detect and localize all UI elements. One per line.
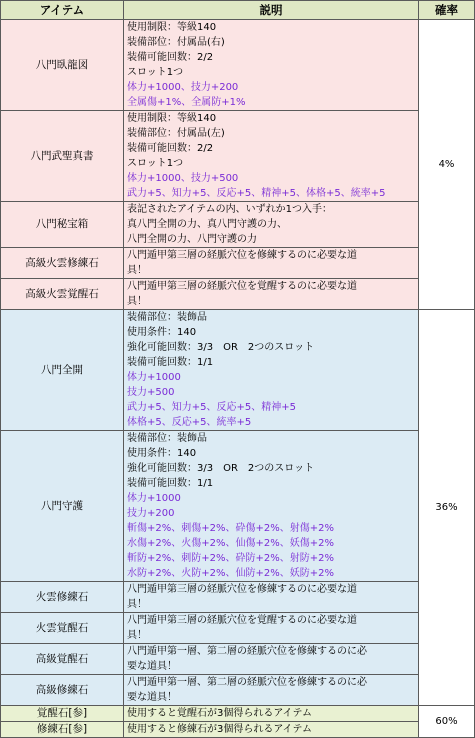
desc-line: 水傷+2%、火傷+2%、仙傷+2%、妖傷+2% <box>127 538 334 549</box>
header-row <box>1 1 475 20</box>
desc-line: 使用条件：140 <box>127 327 197 338</box>
item-name: 覚醒石[参] <box>1 706 124 722</box>
table-row <box>1 248 475 279</box>
desc-line: 武力+5、知力+5、反応+5、精神+5、体格+5、統率+5 <box>127 188 386 199</box>
item-name: 火雲覚醒石 <box>1 613 124 644</box>
item-name: 八門秘宝箱 <box>1 202 124 248</box>
item-description <box>124 279 419 310</box>
desc-line: 体力+1000 <box>127 493 181 504</box>
desc-line: 装備可能回数：1/1 <box>127 357 214 368</box>
desc-line: 技力+500 <box>127 387 175 398</box>
desc-line: 体力+1000 <box>127 372 181 383</box>
desc-line: 武力+5、知力+5、反応+5、精神+5 <box>127 402 296 413</box>
desc-line: 要な道具！ <box>127 661 177 672</box>
item-name: 八門守護 <box>1 431 124 582</box>
item-description <box>124 111 419 202</box>
drop-rate: 60% <box>419 706 475 738</box>
header-description: 説明 <box>124 1 419 20</box>
item-description <box>124 582 419 613</box>
item-name: 八門武聖真書 <box>1 111 124 202</box>
item-name: 高級修練石 <box>1 675 124 706</box>
desc-line: 使用すると修練石が3個得られるアイテム <box>127 724 312 735</box>
desc-line: 八門遁甲第一層、第二層の経脈穴位を修練するのに必 <box>127 646 367 657</box>
desc-line: スロット1つ <box>127 67 184 78</box>
desc-line: 具！ <box>127 265 147 276</box>
item-description <box>124 644 419 675</box>
table-row <box>1 675 475 706</box>
item-description <box>124 706 419 722</box>
desc-line: 体格+5、反応+5、統率+5 <box>127 417 252 428</box>
item-description <box>124 613 419 644</box>
table-row <box>1 722 475 738</box>
desc-line: 装備部位：付属品(左) <box>127 128 225 139</box>
item-name: 火雲修練石 <box>1 582 124 613</box>
item-description <box>124 675 419 706</box>
desc-line: 要な道具！ <box>127 692 177 703</box>
desc-line: 使用制限：等級140 <box>127 113 217 124</box>
desc-line: 強化可能回数：3/3 OR 2つのスロット <box>127 463 315 474</box>
item-name: 八門臥龍図 <box>1 20 124 111</box>
desc-line: 八門遁甲第三層の経脈穴位を覚醒するのに必要な道 <box>127 281 357 292</box>
table-row <box>1 644 475 675</box>
desc-line: 装備部位：付属品(右) <box>127 37 225 48</box>
item-description <box>124 202 419 248</box>
desc-line: スロット1つ <box>127 158 184 169</box>
item-name: 高級覚醒石 <box>1 644 124 675</box>
item-name: 修練石[参] <box>1 722 124 738</box>
item-description <box>124 248 419 279</box>
item-name: 高級火雲修練石 <box>1 248 124 279</box>
desc-line: 使用すると覚醒石が3個得られるアイテム <box>127 708 312 719</box>
item-description <box>124 722 419 738</box>
desc-line: 装備部位：装飾品 <box>127 312 207 323</box>
drop-rate: 36% <box>419 310 475 706</box>
table-row <box>1 613 475 644</box>
header-rate: 確率 <box>419 1 475 20</box>
item-description <box>124 431 419 582</box>
desc-line: 使用条件：140 <box>127 448 197 459</box>
desc-line: 表記されたアイテムの内、いずれか1つ入手： <box>127 204 332 215</box>
desc-line: 使用制限：等級140 <box>127 22 217 33</box>
table-row <box>1 111 475 202</box>
table-row <box>1 20 475 111</box>
item-description <box>124 310 419 431</box>
desc-line: 装備可能回数：2/2 <box>127 52 214 63</box>
desc-line: 装備可能回数：1/1 <box>127 478 214 489</box>
desc-line: 体力+1000、技力+500 <box>127 173 239 184</box>
desc-line: 強化可能回数：3/3 OR 2つのスロット <box>127 342 315 353</box>
table-row <box>1 202 475 248</box>
desc-line: 体力+1000、技力+200 <box>127 82 239 93</box>
desc-line: 斬防+2%、刺防+2%、砕防+2%、射防+2% <box>127 553 334 564</box>
item-name: 八門全開 <box>1 310 124 431</box>
desc-line: 八門遁甲第三層の経脈穴位を覚醒するのに必要な道 <box>127 615 357 626</box>
desc-line: 八門全開の力、八門守護の力 <box>127 234 257 245</box>
table-row <box>1 310 475 431</box>
table-row <box>1 582 475 613</box>
desc-line: 具！ <box>127 630 147 641</box>
desc-line: 装備部位：装飾品 <box>127 433 207 444</box>
desc-line: 具！ <box>127 599 147 610</box>
desc-line: 水防+2%、火防+2%、仙防+2%、妖防+2% <box>127 568 334 579</box>
table-row <box>1 431 475 582</box>
table-row <box>1 279 475 310</box>
desc-line: 八門遁甲第一層、第二層の経脈穴位を修練するのに必 <box>127 677 367 688</box>
desc-line: 装備可能回数：2/2 <box>127 143 214 154</box>
item-name: 高級火雲覚醒石 <box>1 279 124 310</box>
header-item: アイテム <box>1 1 124 20</box>
desc-line: 全属傷+1%、全属防+1% <box>127 97 246 108</box>
desc-line: 具！ <box>127 296 147 307</box>
desc-line: 八門遁甲第三層の経脈穴位を修練するのに必要な道 <box>127 584 357 595</box>
table-row <box>1 706 475 722</box>
desc-line: 技力+200 <box>127 508 175 519</box>
desc-line: 斬傷+2%、刺傷+2%、砕傷+2%、射傷+2% <box>127 523 334 534</box>
desc-line: 真八門全開の力、真八門守護の力、 <box>127 219 287 230</box>
desc-line: 八門遁甲第三層の経脈穴位を修練するのに必要な道 <box>127 250 357 261</box>
drop-rate: 4% <box>419 20 475 310</box>
item-description <box>124 20 419 111</box>
